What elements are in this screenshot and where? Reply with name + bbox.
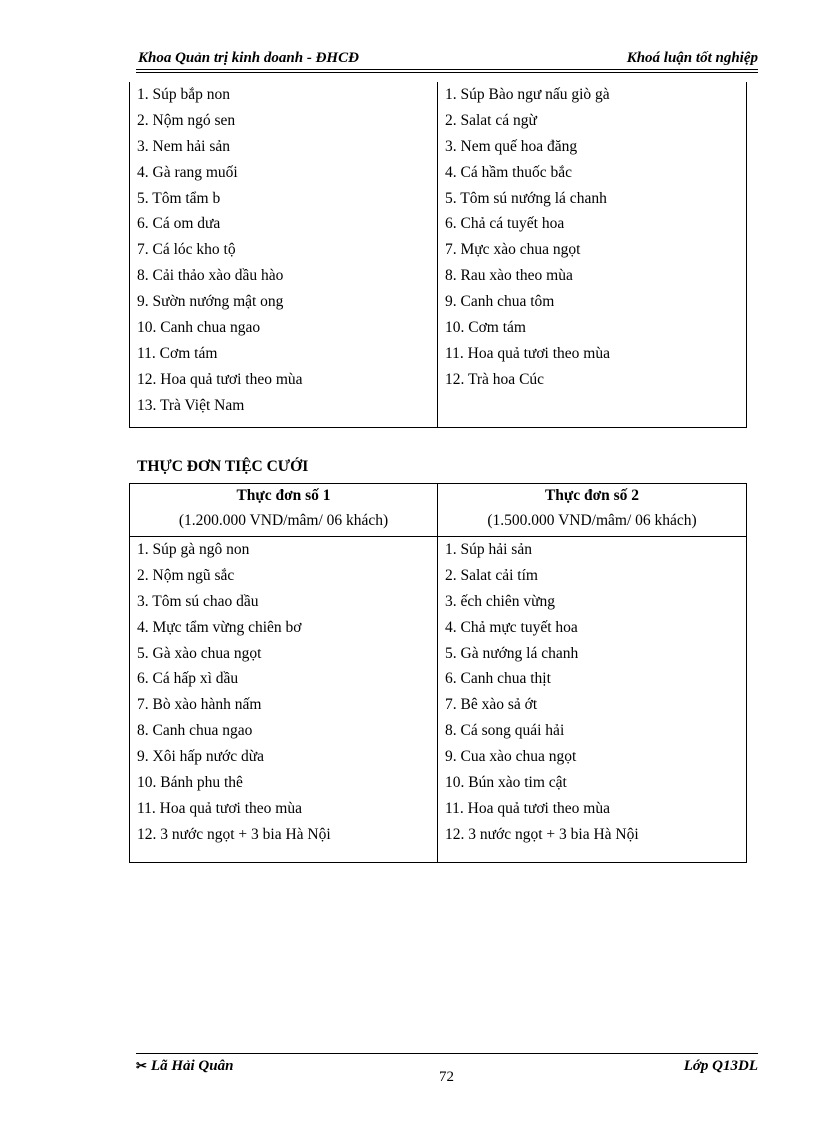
menu-item: 1. Súp bắp non (137, 86, 230, 103)
menu-item: 8. Canh chua ngao (137, 722, 253, 740)
menu-item: 3. Nem hải sản (137, 137, 230, 155)
menu1-price: (1.200.000 VND/mâm/ 06 khách) (178, 512, 389, 529)
menu-a-right-column (438, 82, 747, 427)
menu-item: 12. Trà hoa Cúc (445, 370, 545, 388)
menu-item: 5. Gà xào chua ngọt (137, 644, 262, 662)
menu-item: 1. Súp hải sản (445, 541, 532, 558)
menu-item: 11. Hoa quả tươi theo mùa (445, 344, 610, 362)
menu1-header (130, 484, 438, 537)
menu1-title: Thực đơn số 1 (236, 487, 331, 504)
footer-author: Lã Hải Quân (150, 1058, 234, 1074)
section-title-wedding-menu: THỰC ĐƠN TIỆC CƯỚI (137, 458, 309, 475)
menu-item: 2. Salat cải tím (445, 566, 538, 584)
menu-item: 3. Nem quế hoa đăng (445, 137, 578, 155)
header-rule (136, 72, 758, 73)
menu-item: 2. Salat cá ngừ (445, 111, 537, 129)
menu-item: 9. Sườn nướng mật ong (137, 293, 284, 311)
menu2-title: Thực đơn số 2 (544, 487, 640, 504)
menu-item: 11. Hoa quả tươi theo mùa (445, 799, 610, 817)
menu-item: 7. Bò xào hành nấm (137, 696, 262, 714)
menu-item: 9. Cua xào chua ngọt (445, 748, 577, 766)
menu-item: 10. Cơm tám (445, 319, 526, 337)
menu-item: 6. Chả cá tuyết hoa (445, 215, 565, 233)
header-thesis: Khoá luận tốt nghiệp (626, 50, 758, 66)
menu1-items (130, 537, 438, 863)
menu-table-continued (129, 82, 747, 428)
menu-item: 5. Tôm tẩm b (137, 189, 221, 207)
menu-item: 4. Mực tẩm vừng chiên bơ (137, 618, 302, 636)
menu-item: 8. Cá song quái hải (445, 722, 565, 740)
menu-item: 2. Nộm ngũ sắc (137, 566, 235, 584)
menu-item: 2. Nộm ngó sen (137, 111, 236, 129)
menu-item: 3. ếch chiên vừng (445, 592, 555, 610)
page-number: 72 (439, 1069, 454, 1085)
menu-item: 6. Cá om dưa (137, 215, 221, 233)
scissors-icon: ✂ (136, 1058, 147, 1073)
menu-item: 12. Hoa quả tươi theo mùa (137, 370, 303, 388)
menu-item: 5. Tôm sú nướng lá chanh (445, 189, 607, 207)
menu-item: 4. Chả mực tuyết hoa (445, 618, 578, 636)
footer-class: Lớp Q13DL (683, 1058, 758, 1074)
menu-item: 10. Bún xào tim cật (445, 774, 567, 792)
menu2-price: (1.500.000 VND/mâm/ 06 khách) (487, 512, 697, 529)
menu-item: 6. Canh chua thịt (445, 670, 551, 688)
menu-item: 7. Bê xào sả ớt (445, 696, 538, 714)
menu-item: 1. Súp gà ngô non (137, 541, 250, 558)
menu-item: 7. Cá lóc kho tộ (137, 241, 236, 259)
menu-item: 4. Gà rang muối (137, 163, 238, 181)
menu-item: 9. Canh chua tôm (445, 293, 555, 311)
menu-item: 4. Cá hầm thuốc bắc (445, 163, 572, 181)
menu-item: 12. 3 nước ngọt + 3 bia Hà Nội (137, 825, 331, 843)
menu2-header (438, 484, 747, 537)
menu-item: 7. Mực xào chua ngọt (445, 241, 581, 259)
menu2-items (438, 537, 747, 863)
menu-item: 12. 3 nước ngọt + 3 bia Hà Nội (445, 825, 639, 843)
menu-item: 3. Tôm sú chao dầu (137, 592, 259, 610)
footer-rule (136, 1053, 758, 1054)
menu-item: 5. Gà nướng lá chanh (445, 644, 579, 662)
menu-item: 13. Trà Việt Nam (137, 396, 245, 414)
menu-item: 11. Hoa quả tươi theo mùa (137, 799, 302, 817)
menu-item: 8. Cải thảo xào dầu hào (137, 267, 284, 285)
menu-a-left-column (130, 82, 438, 427)
menu-item: 6. Cá hấp xì dầu (137, 670, 239, 688)
menu-item: 8. Rau xào theo mùa (445, 267, 573, 285)
header-faculty: Khoa Quản trị kinh doanh - ĐHCĐ (138, 50, 359, 66)
menu-item: 9. Xôi hấp nước dừa (137, 748, 265, 766)
menu-item: 10. Canh chua ngao (137, 319, 261, 337)
page-header (136, 49, 758, 70)
menu-item: 11. Cơm tám (137, 344, 218, 362)
menu-item: 1. Súp Bào ngư nấu giò gà (445, 86, 610, 103)
wedding-menu-table (129, 483, 747, 863)
menu-item: 10. Bánh phu thê (137, 774, 243, 792)
